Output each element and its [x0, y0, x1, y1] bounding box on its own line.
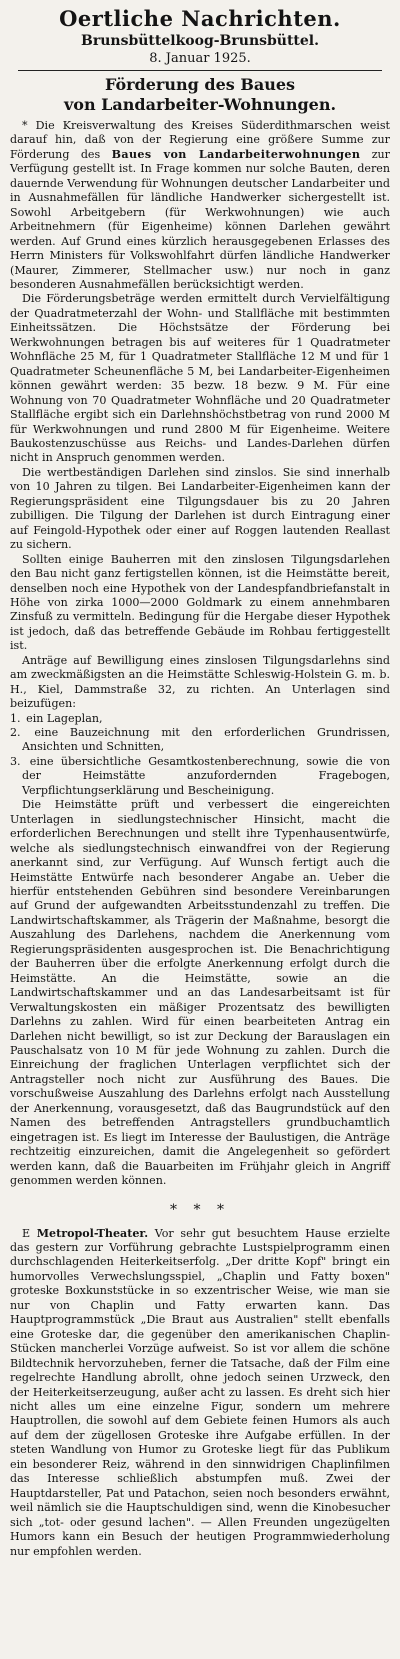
review-text: Vor sehr gut besuchtem Hause erzielte das gestern zur Vorführung gebrachte Lustspielprogramm einen durchschlagenden Heiterkeitserfolg. „Der dritte Kopf" bringt ein humorvolles Verwechslungsspiel, „Chaplin und Fatty boxen" groteske Boxkunststücke in so exzentrischer Weise, wie man sie nur von Chaplin und Fatty erwarten kann. Das Hauptprogrammstück „Die Braut aus Australien" stellt ebenfalls eine Groteske dar, die gegenüber den amerikanischen Chaplin-Stücken mancherlei Vorzüge aufweist. So ist vor allem die schöne Bildtechnik hervorzuheben, ferner die Tatsache, daß der Film eine regelrechte Handlung abrollt, ohne jedoch seinen Urzweck, den der Heiterkeitserzeugung, außer acht zu lassen. Es dreht sich hier nicht alles um eine einzelne Figur, sondern um mehrere Hauptrollen, die sowohl auf dem Gebiete feinen Humors als auch auf dem der zügellosen Groteske ihre Aufgabe erfüllen. In der steten Wandlung von Humor zu Groteske liegt für das Publikum ein besonderer Reiz, während in den sinnwidrigen Chaplinfilmen das Interesse schließlich abstumpfen muß. Zwei der Hauptdarsteller, Pat und Patachon, seien noch besonders erwähnt, weil nämlich sie die Hauptschuldigen sind, wenn die Kinobesucher sich „tot- oder gesund lachen". — Allen Freunden ungezügelten Humors kann ein Besuch der heutigen Programmwiederholung nur empfohlen werden. [10, 1226, 391, 1558]
review-title: Metropol-Theater. [36, 1226, 149, 1240]
article-body [10, 119, 390, 1189]
theater-review [10, 1227, 390, 1559]
divider-rule [18, 70, 382, 71]
list-text: eine Bauzeichnung mit den erforderlichen Grundrissen, Ansichten und Schnitten, [22, 726, 390, 754]
emphasis-text: Baues von Landarbeiterwohnungen [111, 147, 361, 161]
article-paragraph: Die Heimstätte prüft und verbessert die eingereichten Unterlagen in siedlungstechnischer Hinsicht, macht die erforderlichen Berechnungen und stellt ihre Typenhausentwürfe, welche als siedlungstechnisch einwandfrei von der Regierung anerkannt sind, zur Verfügung. Auf Wunsch fertigt auch die Heimstätte Entwürfe nach besonderer Angabe an. Ueber die hierfür entstehenden Gebühren sind besondere Vereinbarungen auf Grund der aufgewandten Arbeitsstundenzahl zu treffen. Die Landwirtschaftskammer, als Trägerin der Maßnahme, besorgt die Auszahlung des Darlehens, nachdem die Anerkennung vom Regierungspräsidenten ausgesprochen ist. Die Benachrichtigung der Bauherren über die erfolgte Anerkennung erfolgt durch die Heimstätte. An die Heimstätte, sowie an die Landwirtschaftskammer und an das Landesarbeitsamt ist für Verwaltungskosten ein mäßiger Prozentsatz des bewilligten Darlehns zu zahlen. Wird für einen bearbeiteten Antrag ein Darlehen nicht bewilligt, so ist zur Deckung der Barauslagen ein Pauschalsatz von 10 M für jede Wohnung zu zahlen. Durch die Einreichung der fraglichen Unterlagen verpflichtet sich der Antragsteller noch nicht zur Ausführung des Baues. Die vorschußweise Auszahlung des Darlehns erfolgt nach Ausstellung der Anerkennung, vorausgesetzt, daß das Baugrundstück auf den Namen des betreffenden Antragstellers grundbuchamtlich eingetragen ist. Es liegt im Interesse der Baulustigen, die Anträge rechtzeitig einzureichen, damit die Angelegenheit so gefördert werden kann, daß die Bauarbeiten im Frühjahr gleich in Angriff genommen werden können. [10, 798, 390, 1188]
section-separator: * * * [170, 1201, 230, 1218]
article-paragraph: Die wertbeständigen Darlehen sind zinslos. Sie sind innerhalb von 10 Jahren zu tilgen. Bei Landarbeiter-Eigenheimen kann der Regierungspräsident eine Tilgungsdauer bis zu 20 Jahren zubilligen. Die Tilgung der Darlehen ist durch Eintragung einer auf Feingold-Hypothek oder einer auf Roggen lautenden Reallast zu sichern. [10, 465, 390, 552]
list-text: eine übersichtliche Gesamtkostenberechnung, sowie die von der Heimstätte anzufordernden Fragebogen, Verpflichtungserklärung und Bescheinigung. [22, 754, 390, 797]
issue-date: 8. Januar 1925. [149, 51, 251, 66]
list-number: 3. [10, 754, 21, 768]
article-headline-line-1: Förderung des Baues [104, 75, 296, 94]
article-paragraph: Anträge auf Bewilligung eines zinslosen Tilgungsdarlehns sind am zweckmäßigsten an die Heimstätte Schleswig-Holstein G. m. b. H., Kiel, Dammstraße 32, zu richten. An Unterlagen sind beizufügen: [10, 653, 390, 711]
section-masthead: Oertliche Nachrichten. [59, 6, 341, 31]
list-item [10, 712, 390, 726]
dateline: Brunsbüttelkoog-Brunsbüttel. [81, 33, 319, 49]
review-paragraph: E Metropol-Theater. Vor sehr gut besuchtem Hause erzielte das gestern zur Vorführung gebrachte Lustspielprogramm einen durchschlagenden Heiterkeitserfolg. „Der dritte Kopf" bringt ein humorvolles Verwechslungsspiel, „Chaplin und Fatty boxen" groteske Boxkunststücke in so exzentrischer Weise, wie man sie nur von Chaplin und Fatty erwarten kann. Das Hauptprogrammstück „Die Braut aus Australien" stellt ebenfalls eine Groteske dar, die gegenüber den amerikanischen Chaplin-Stücken mancherlei Vorzüge aufweist. So ist vor allem die schöne Bildtechnik hervorzuheben, ferner die Tatsache, daß der Film eine regelrechte Handlung abrollt, ohne jedoch seinen Urzweck, den der Heiterkeitserzeugung, außer acht zu lassen. Es dreht sich hier nicht alles um eine einzelne Figur, sondern um mehrere Hauptrollen, die sowohl auf dem Gebiete feinen Humors als auch auf dem der zügellosen Groteske ihre Aufgabe erfüllen. In der steten Wandlung von Humor zu Groteske liegt für das Publikum ein besonderer Reiz, während in den sinnwidrigen Chaplinfilmen das Interesse schließlich abstumpfen muß. Zwei der Hauptdarsteller, Pat und Patachon, seien noch besonders erwähnt, weil nämlich sie die Hauptschuldigen sind, wenn die Kinobesucher sich „tot- oder gesund lachen". — Allen Freunden ungezügelten Humors kann ein Besuch der heutigen Programmwiederholung nur empfohlen werden. [10, 1226, 391, 1558]
attachments-list [10, 712, 390, 799]
list-number: 2. [10, 726, 21, 740]
paragraph-text: Die Kreisverwaltung des Kreises Süderdithmarschen weist darauf hin, daß von der Regierung eine größere Summe zur Förderung des [10, 119, 390, 161]
paragraph-text: zur Verfügung gestellt ist. In Frage kommen nur solche Bauten, deren dauernde Verwendung für Wohnungen deutscher Landarbeiter und in Ausnahmefällen für ländliche Handwerker sichergestellt ist. Sowohl Arbeitgebern (für Werkwohnungen) wie auch Arbeitnehmern (für Eigenheime) können Darlehen gewährt werden. Auf Grund eines kürzlich herausgegebenen Erlasses des Herrn Ministers für Volkswohlfahrt dürfen ländliche Handwerker (Maurer, Zimmerer, Stellmacher usw.) nur noch in ganz besonderen Ausnahmefällen berücksichtigt werden. [10, 147, 390, 291]
article-paragraph: Sollten einige Bauherren mit den zinslosen Tilgungsdarlehen den Bau nicht ganz fertigstellen können, ist die Heimstätte bereit, denselben noch eine Hypothek von der Landespfandbriefanstalt in Höhe von zirka 1000—2000 Goldmark zu einem annehmbaren Zinsfuß zu vermitteln. Bedingung für die Hergabe dieser Hypothek ist jedoch, daß das betreffende Gebäude im Rohbau fertiggestellt ist. [10, 552, 390, 653]
list-item [10, 755, 390, 798]
list-item [10, 726, 390, 755]
article-paragraph: Die Förderungsbeträge werden ermittelt durch Vervielfältigung der Quadratmeterzahl der Wohn- und Stallfläche mit bestimmten Einheitssätzen. Die Höchstsätze der Förderung bei Werkwohnungen betragen bis auf weiteres für 1 Quadratmeter Wohnfläche 25 M, für 1 Quadratmeter Stallfläche 12 M und für 1 Quadratmeter Scheunenfläche 5 M, bei Landarbeiter-Eigenheimen können gewährt werden: 35 bezw. 18 bezw. 9 M. Für eine Wohnung von 70 Quadratmeter Wohnfläche und 20 Quadratmeter Stallfläche ergibt sich ein Darlehnshöchstbetrag von rund 2000 M für Werkwohnungen und rund 2800 M für Eigenheime. Weitere Baukostenzuschüsse aus Reichs- und Landes-Darlehen dürfen nicht in Anspruch genommen werden. [10, 292, 390, 465]
list-number: 1. [10, 711, 21, 725]
article-paragraph: * Die Kreisverwaltung des Kreises Süderdithmarschen weist darauf hin, daß von der Regierung eine größere Summe zur Förderung des Baues von Landarbeiterwohnungen zur Verfügung gestellt ist. In Frage kommen nur solche Bauten, deren dauernde Verwendung für Wohnungen deutscher Landarbeiter und in Ausnahmefällen für ländliche Handwerker sichergestellt ist. Sowohl Arbeitgebern (für Werkwohnungen) wie auch Arbeitnehmern (für Eigenheime) können Darlehen gewährt werden. Auf Grund eines kürzlich herausgegebenen Erlasses des Herrn Ministers für Volkswohlfahrt dürfen ländliche Handwerker (Maurer, Zimmerer, Stellmacher usw.) nur noch in ganz besonderen Ausnahmefällen berücksichtigt werden. [10, 119, 390, 291]
list-text: ein Lageplan, [26, 711, 103, 725]
article-headline-line-2: von Landarbeiter-Wohnungen. [63, 95, 337, 114]
